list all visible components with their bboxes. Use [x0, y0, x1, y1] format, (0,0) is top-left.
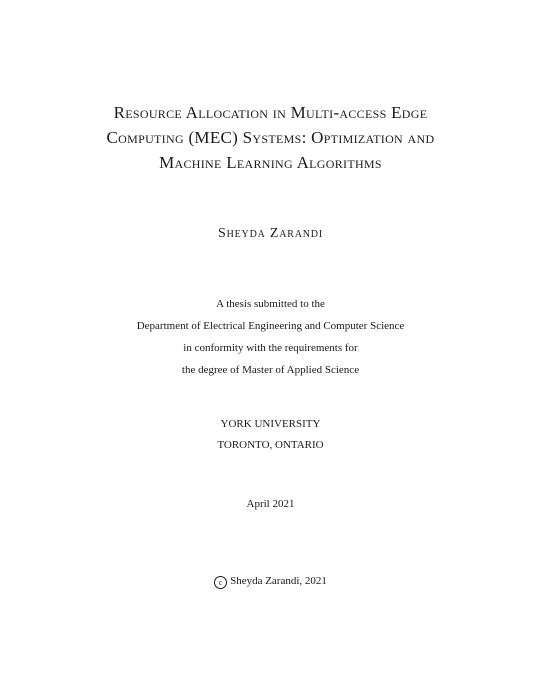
statement-line: in conformity with the requirements for: [183, 342, 358, 354]
statement-line: A thesis submitted to the: [216, 298, 325, 310]
statement-line: the degree of Master of Applied Science: [181, 364, 360, 376]
copyright-text: Sheyda Zarandi, 2021: [230, 575, 327, 587]
university-name: YORK UNIVERSITY: [220, 418, 321, 430]
thesis-title: [0, 100, 541, 175]
statement-line: Department of Electrical Engineering and Computer Science: [136, 320, 405, 332]
title-line: Machine Learning Algorithms: [159, 153, 382, 172]
title-line: Computing (MEC) Systems: Optimization and: [106, 128, 435, 147]
university-location: TORONTO, ONTARIO: [217, 439, 324, 451]
submission-date: April 2021: [246, 498, 295, 510]
university-block: [0, 414, 541, 456]
thesis-statement: [0, 293, 541, 381]
copyright-icon: c: [214, 576, 227, 589]
title-line: Resource Allocation in Multi-access Edge: [113, 103, 428, 122]
copyright-notice: [0, 575, 541, 589]
author-name: Sheyda Zarandi: [218, 226, 323, 241]
